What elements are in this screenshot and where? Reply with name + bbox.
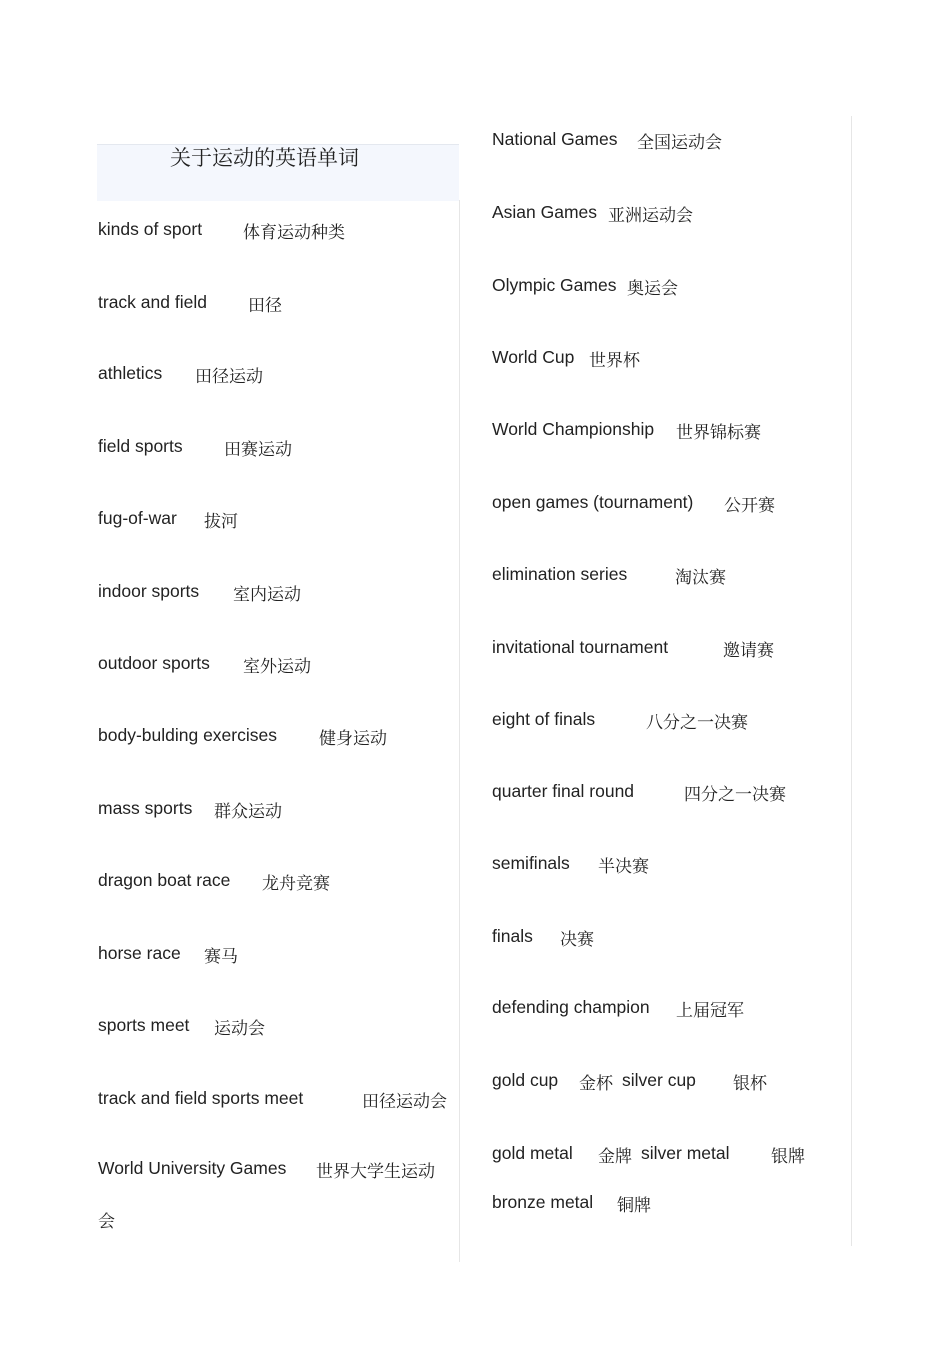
term-en: World Championship xyxy=(492,419,655,439)
term-en: Olympic Games xyxy=(492,275,617,295)
term-zh: 室内运动 xyxy=(233,585,301,605)
term-zh: 世界大学生运动 xyxy=(316,1162,435,1182)
column-divider xyxy=(459,200,460,1262)
term-zh: 金牌 xyxy=(598,1147,632,1167)
term-en: outdoor sports xyxy=(98,653,210,673)
term-en: body-bulding exercises xyxy=(98,725,277,745)
term-en: defending champion xyxy=(492,997,650,1017)
term-zh: 银牌 xyxy=(771,1147,805,1167)
term-zh: 群众运动 xyxy=(214,802,282,822)
term-en: sports meet xyxy=(98,1015,190,1035)
term-en: eight of finals xyxy=(492,709,596,729)
term-zh: 全国运动会 xyxy=(637,133,722,153)
term-zh: 龙舟竞赛 xyxy=(262,874,330,894)
term-en: track and field xyxy=(98,292,207,312)
term-zh: 八分之一决赛 xyxy=(646,713,748,733)
term-en: athletics xyxy=(98,363,163,383)
term-en: invitational tournament xyxy=(492,637,669,657)
term-zh: 田径运动会 xyxy=(362,1092,447,1112)
term-zh: 田赛运动 xyxy=(224,440,292,460)
term-zh: 室外运动 xyxy=(243,657,311,677)
term-en: mass sports xyxy=(98,798,193,818)
term-en: silver cup xyxy=(622,1070,696,1090)
term-en: semifinals xyxy=(492,853,570,873)
term-en: elimination series xyxy=(492,564,628,584)
term-zh: 淘汰赛 xyxy=(675,568,726,588)
term-zh: 四分之一决赛 xyxy=(684,785,786,805)
term-zh: 金杯 xyxy=(579,1074,613,1094)
term-en: indoor sports xyxy=(98,581,200,601)
right-border xyxy=(851,116,852,1246)
term-zh: 公开赛 xyxy=(724,496,775,516)
term-en: Asian Games xyxy=(492,202,598,222)
term-en: fug-of-war xyxy=(98,508,177,528)
term-zh: 亚洲运动会 xyxy=(608,206,693,226)
term-en: bronze metal xyxy=(492,1192,594,1212)
term-zh: 邀请赛 xyxy=(723,641,774,661)
term-zh: 田径运动 xyxy=(195,367,263,387)
term-zh: 奥运会 xyxy=(627,279,678,299)
term-en: gold metal xyxy=(492,1143,573,1163)
term-en: finals xyxy=(492,926,533,946)
term-zh-continued: 会 xyxy=(98,1212,115,1232)
term-zh: 运动会 xyxy=(214,1019,265,1039)
term-en: open games (tournament) xyxy=(492,492,694,512)
term-zh: 拔河 xyxy=(204,512,238,532)
term-zh: 赛马 xyxy=(204,947,238,967)
term-en: quarter final round xyxy=(492,781,635,801)
term-en: kinds of sport xyxy=(98,219,203,239)
term-zh: 上届冠军 xyxy=(676,1001,744,1021)
term-en: World Cup xyxy=(492,347,575,367)
term-zh: 体育运动种类 xyxy=(243,223,345,243)
term-zh: 健身运动 xyxy=(319,729,387,749)
term-en: World University Games xyxy=(98,1158,287,1178)
page-title: 关于运动的英语单词 xyxy=(170,146,359,170)
term-zh: 田径 xyxy=(248,296,282,316)
term-zh: 世界杯 xyxy=(589,351,640,371)
term-en: gold cup xyxy=(492,1070,559,1090)
term-zh: 世界锦标赛 xyxy=(676,423,761,443)
term-en: horse race xyxy=(98,943,181,963)
term-en: National Games xyxy=(492,129,618,149)
term-zh: 银杯 xyxy=(733,1074,767,1094)
term-en: silver metal xyxy=(641,1143,730,1163)
term-en: track and field sports meet xyxy=(98,1088,304,1108)
term-en: field sports xyxy=(98,436,183,456)
term-en: dragon boat race xyxy=(98,870,231,890)
term-zh: 半决赛 xyxy=(598,857,649,877)
term-zh: 决赛 xyxy=(560,930,594,950)
term-zh: 铜牌 xyxy=(617,1196,651,1216)
